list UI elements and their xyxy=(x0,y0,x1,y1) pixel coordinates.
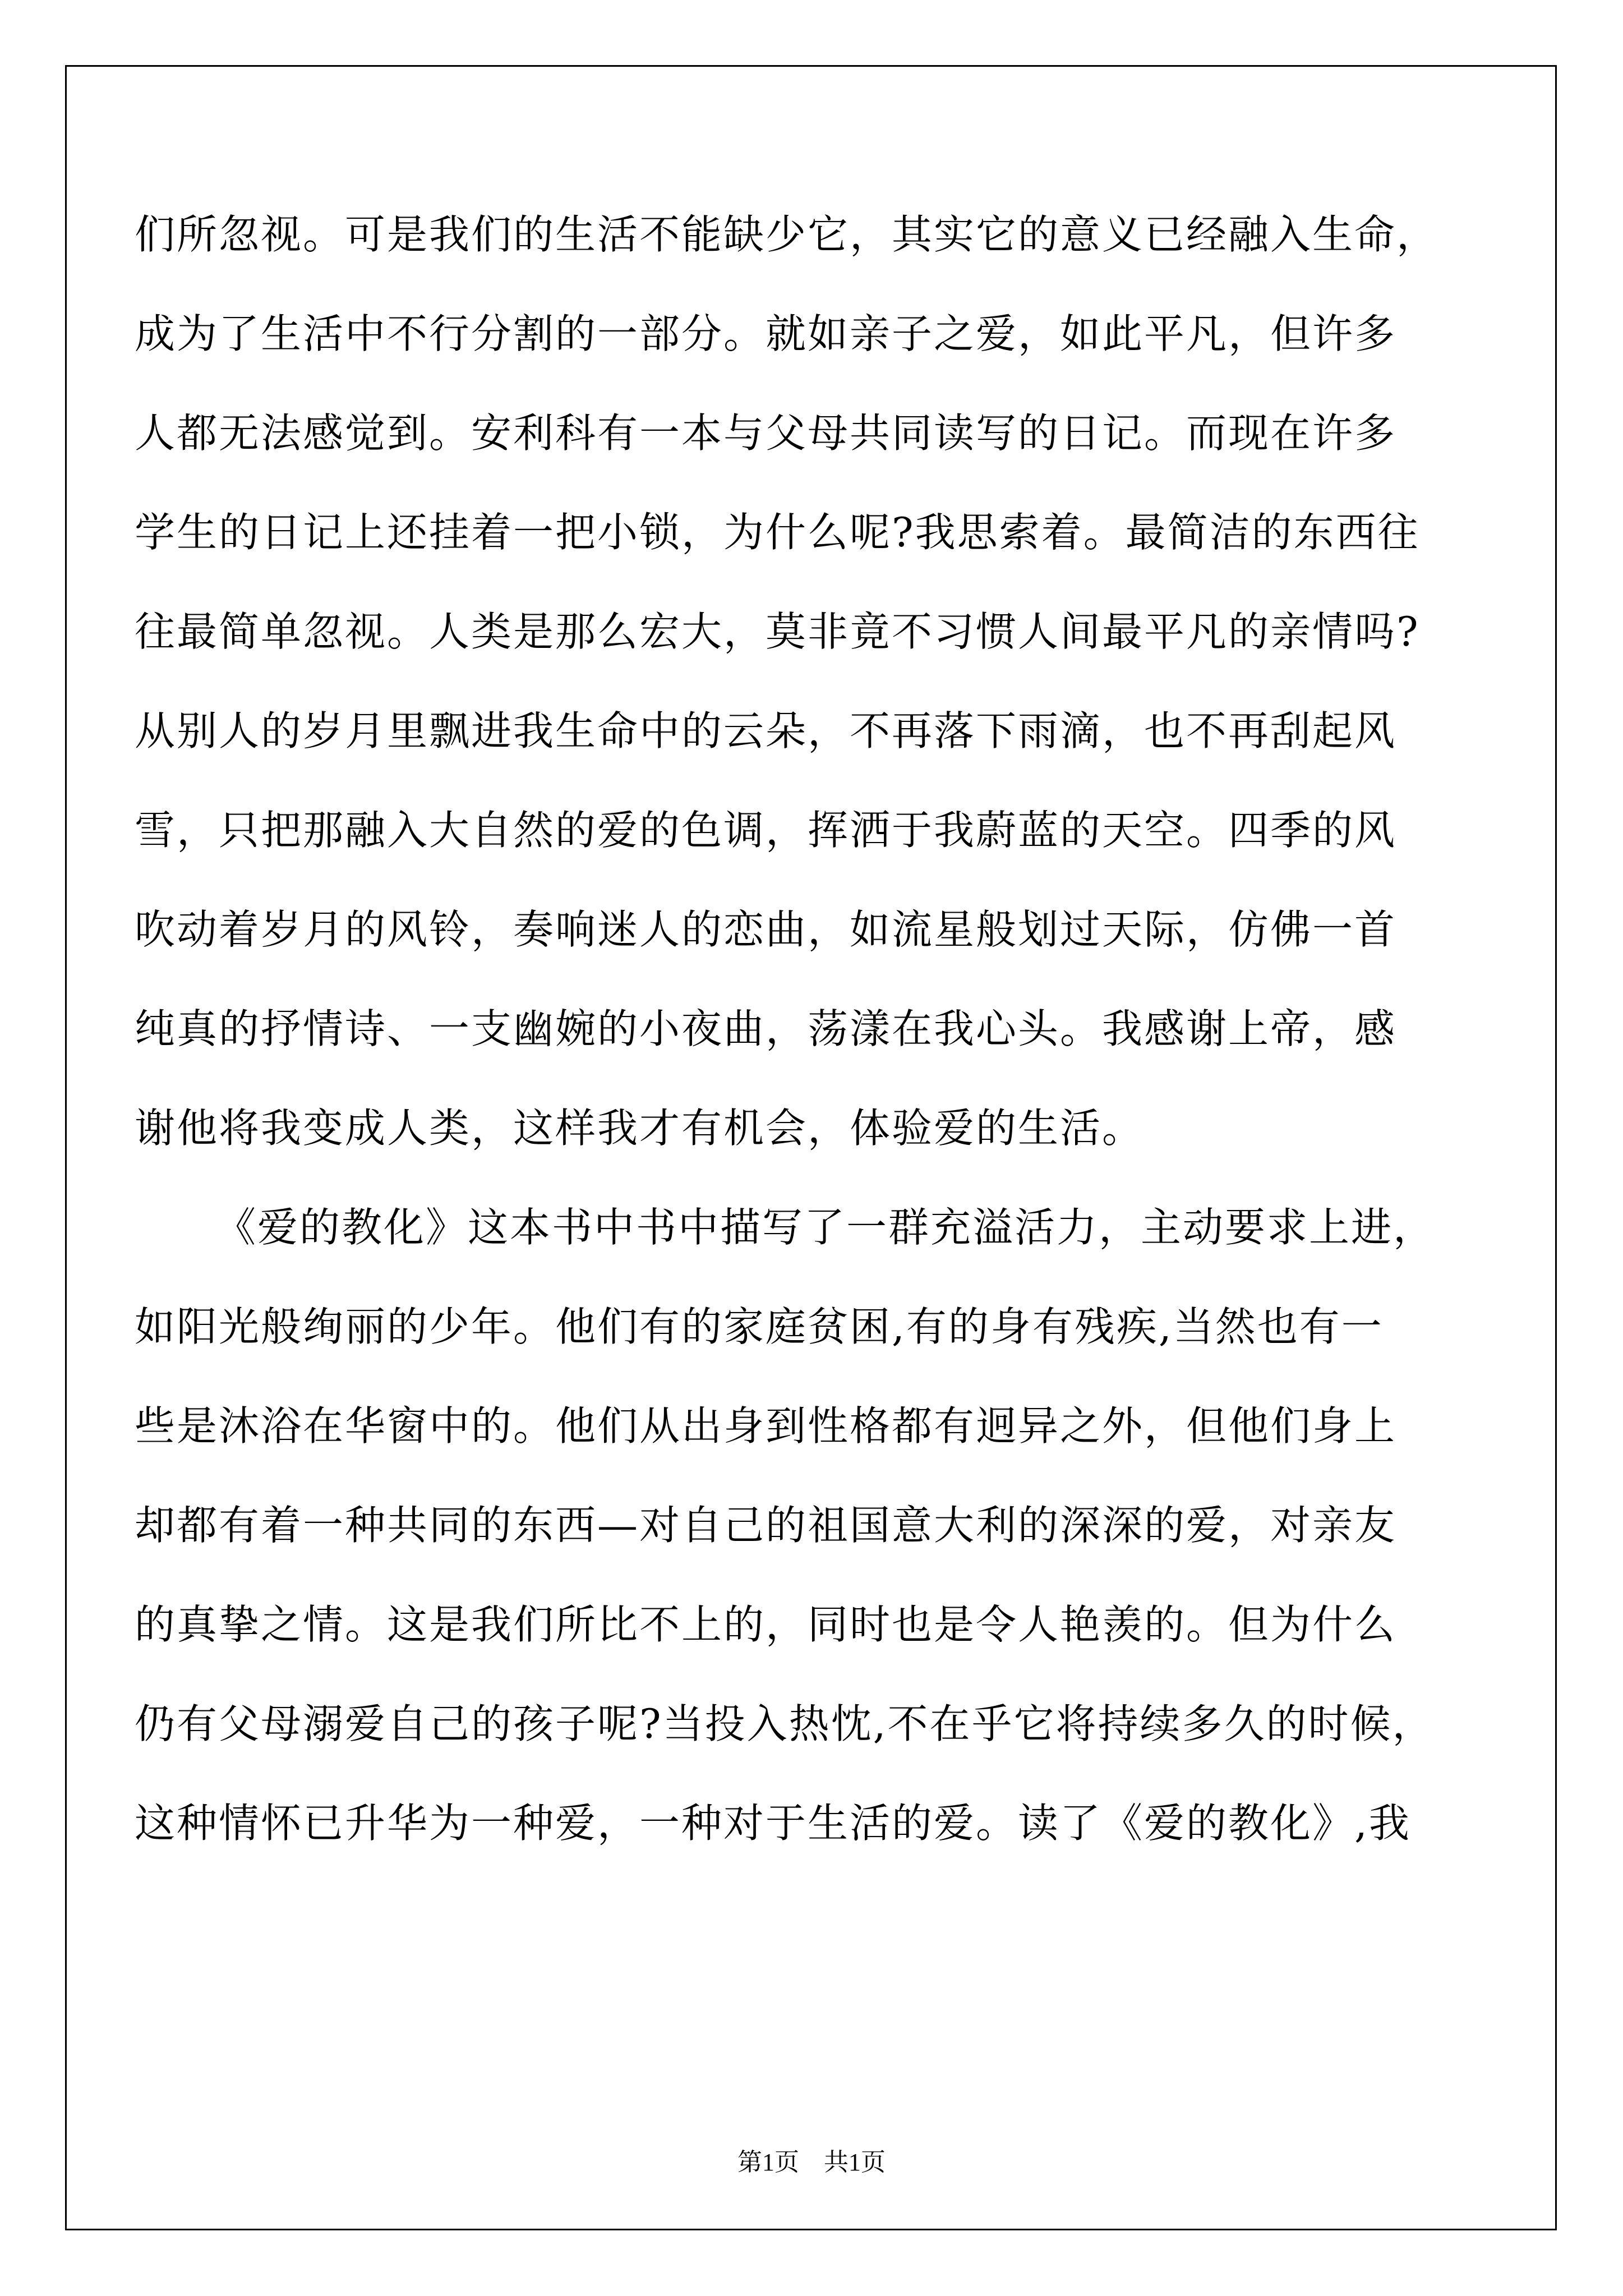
text-line: 这种情怀已升华为一种爱，一种对于生活的爱。读了《爱的教化》,我 xyxy=(135,1800,1411,1847)
text-line: 雪，只把那融入大自然的爱的色调，挥洒于我蔚蓝的天空。四季的风 xyxy=(135,807,1397,854)
text-line: 吹动着岁月的风铃，奏响迷人的恋曲，如流星般划过天际，仿佛一首 xyxy=(135,906,1397,953)
text-line: 们所忽视。可是我们的生活不能缺少它，其实它的意义已经融入生命， xyxy=(135,211,1439,258)
text-line: 学生的日记上还挂着一把小锁，为什么呢?我思索着。最简洁的东西往 xyxy=(135,509,1420,556)
text-line: 往最简单忽视。人类是那么宏大，莫非竟不习惯人间最平凡的亲情吗? xyxy=(135,608,1420,655)
text-line: 仍有父母溺爱自己的孩子呢?当投入热忱,不在乎它将持续多久的时候， xyxy=(135,1700,1435,1747)
document-body xyxy=(135,185,1486,1873)
text-line: 却都有着一种共同的东西—对自己的祖国意大利的深深的爱，对亲友 xyxy=(135,1502,1397,1549)
text-line: 如阳光般绚丽的少年。他们有的家庭贫困,有的身有残疾,当然也有一 xyxy=(135,1303,1384,1350)
text-line: 纯真的抒情诗、一支幽婉的小夜曲，荡漾在我心头。我感谢上帝，感 xyxy=(135,1005,1397,1052)
text-line: 的真挚之情。这是我们所比不上的，同时也是令人艳羡的。但为什么 xyxy=(135,1601,1397,1648)
text-line: 些是沐浴在华窗中的。他们从出身到性格都有迥异之外，但他们身上 xyxy=(135,1402,1397,1450)
text-line: 成为了生活中不行分割的一部分。就如亲子之爱，如此平凡，但许多 xyxy=(135,310,1397,357)
text-line: 从别人的岁月里飘进我生命中的云朵，不再落下雨滴，也不再刮起风 xyxy=(135,707,1397,754)
page-number-footer: 第1页 共1页 xyxy=(737,2148,886,2176)
text-line: 谢他将我变成人类，这样我才有机会，体验爱的生活。 xyxy=(135,1105,1145,1152)
text-line: 人都无法感觉到。安利科有一本与父母共同读写的日记。而现在许多 xyxy=(135,409,1397,457)
paragraph-first-line: 《爱的教化》这本书中书中描写了一群充溢活力，主动要求上进， xyxy=(215,1204,1436,1251)
